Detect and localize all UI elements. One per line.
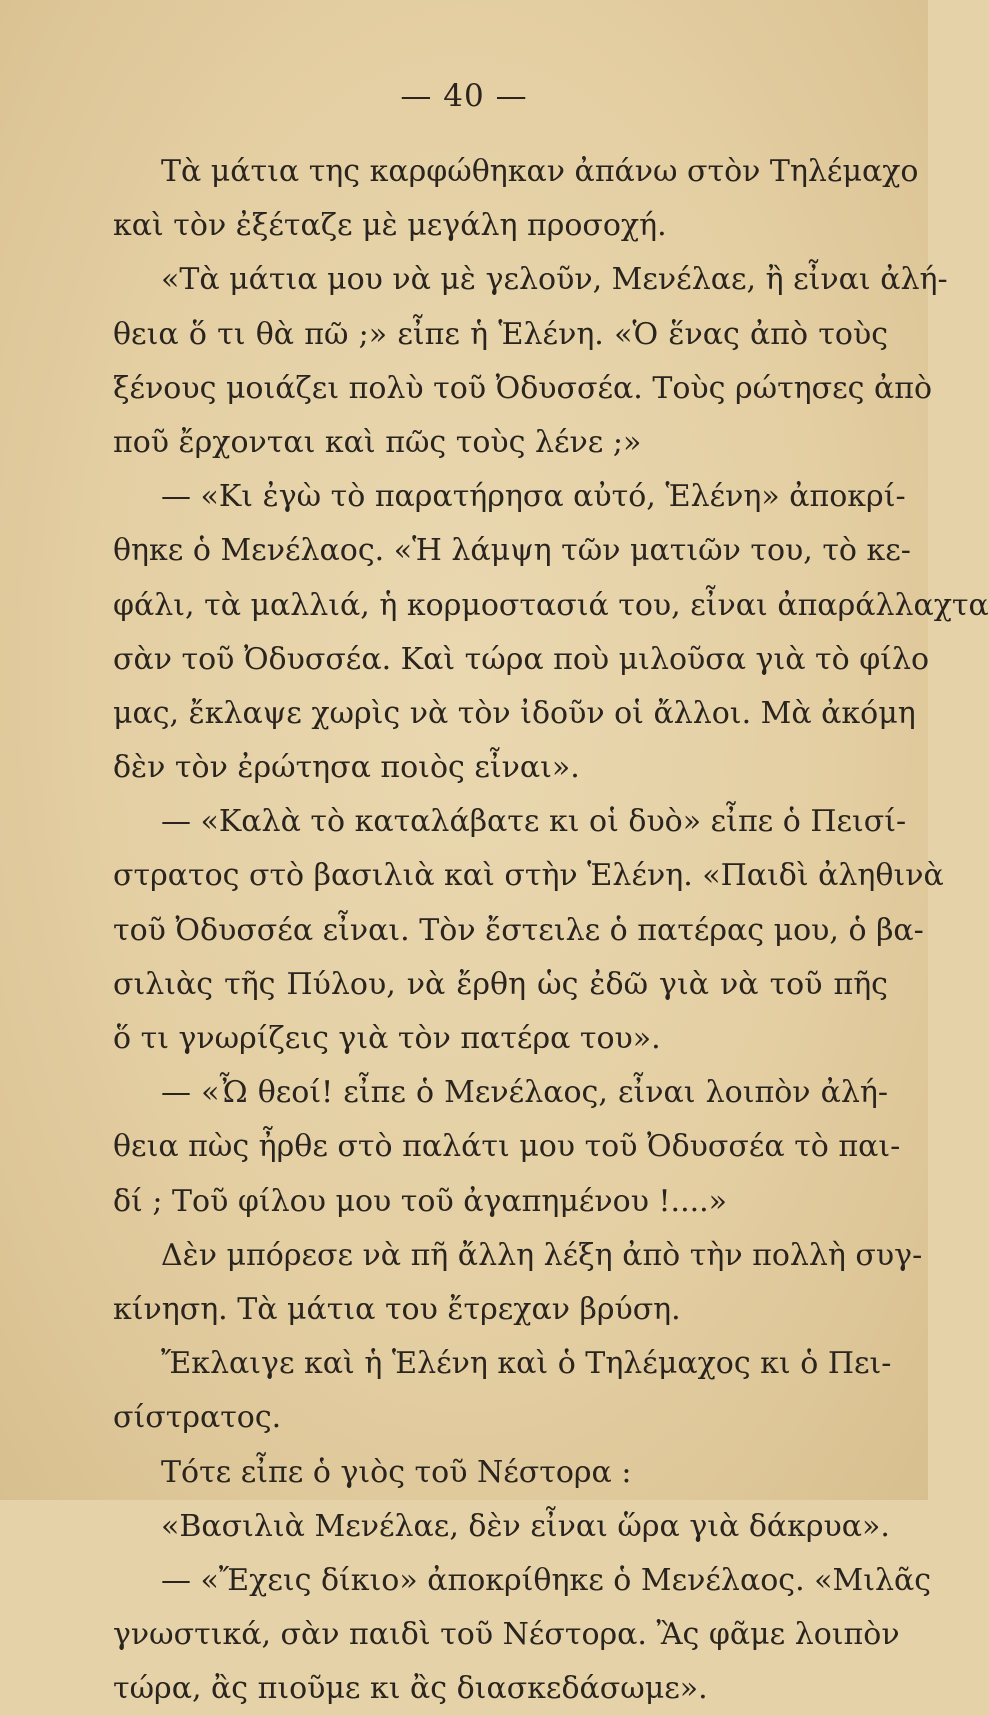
text-line: Τότε εἶπε ὁ γιὸς τοῦ Νέστορα : [161,1454,632,1490]
text-line: «Τὰ μάτια μου νὰ μὲ γελοῦν, Μενέλαε, ἢ εἶναι ἀλή- [161,262,948,298]
text-line: καὶ τὸν ἐξέταζε μὲ μεγάλη προσοχή. [113,208,667,244]
text-line: — «Ὦ θεοί! εἶπε ὁ Μενέλαος, εἶναι λοιπὸν ἀλή- [161,1075,888,1111]
text-line: θεια ὅ τι θὰ πῶ ;» εἶπε ἡ Ἑλένη. «Ὁ ἕνας ἀπὸ τοὺς [113,316,888,352]
text-line: δὲν τὸν ἐρώτησα ποιὸς εἶναι». [113,750,580,786]
page-number: — 40 — [400,78,528,114]
text-line: ὅ τι γνωρίζεις γιὰ τὸν πατέρα του». [113,1021,661,1056]
text-line: σὰν τοῦ Ὀδυσσέα. Καὶ τώρα ποὺ μιλοῦσα γιὰ τὸ φίλο [113,641,930,677]
page-text [113,145,989,1716]
text-line: δί ; Τοῦ φίλου μου τοῦ ἀγαπημένου !....» [113,1183,728,1219]
text-line: τοῦ Ὀδυσσέα εἶναι. Τὸν ἔστειλε ὁ πατέρας μου, ὁ βα- [113,912,924,948]
text-line: ξένους μοιάζει πολὺ τοῦ Ὀδυσσέα. Τοὺς ρώτησες ἀπὸ [113,370,933,406]
text-line: σίστρατος. [113,1400,282,1436]
text-line: κίνηση. Τὰ μάτια του ἔτρεχαν βρύση. [113,1291,681,1327]
text-line: Δὲν μπόρεσε νὰ πῆ ἄλλη λέξη ἀπὸ τὴν πολλὴ συγ- [161,1237,923,1273]
text-line: γνωστικά, σὰν παιδὶ τοῦ Νέστορα. Ἂς φᾶμε λοιπὸν [113,1617,900,1653]
text-line: — «Καλὰ τὸ καταλάβατε κι οἱ δυὸ» εἶπε ὁ Πεισί- [161,804,907,840]
text-line: Ἔκλαιγε καὶ ἡ Ἑλένη καὶ ὁ Τηλέμαχος κι ὁ Πει- [161,1346,892,1382]
text-line: — «Κι ἐγὼ τὸ παρατήρησα αὐτό, Ἑλένη» ἀποκρί- [161,479,906,515]
text-line: θεια πὼς ἦρθε στὸ παλάτι μου τοῦ Ὀδυσσέα τὸ παι- [113,1129,901,1165]
text-line: τώρα, ἂς πιοῦμε κι ἂς διασκεδάσωμε». [113,1671,708,1707]
text-line: μας, ἔκλαψε χωρὶς νὰ τὸν ἰδοῦν οἱ ἄλλοι. Μὰ ἀκόμη [113,695,916,731]
text-line: «Βασιλιὰ Μενέλαε, δὲν εἶναι ὥρα γιὰ δάκρυα». [161,1508,890,1544]
text-line: ποῦ ἔρχονται καὶ πῶς τοὺς λένε ;» [113,424,642,460]
text-line: σιλιὰς τῆς Πύλου, νὰ ἔρθη ὡς ἐδῶ γιὰ νὰ τοῦ πῆς [113,966,888,1002]
text-line: — «Ἔχεις δίκιο» ἀποκρίθηκε ὁ Μενέλαος. «Μιλᾶς [161,1562,932,1598]
text-line: Τὰ μάτια της καρφώθηκαν ἀπάνω στὸν Τηλέμαχο [161,154,919,189]
text-line: θηκε ὁ Μενέλαος. «Ἡ λάμψη τῶν ματιῶν του, τὸ κε- [113,533,911,569]
text-line: στρατος στὸ βασιλιὰ καὶ στὴν Ἑλένη. «Παιδὶ ἀληθινὰ [113,858,944,894]
text-line: φάλι, τὰ μαλλιά, ἡ κορμοστασιά του, εἶναι ἀπαράλλαχτα [113,587,989,623]
